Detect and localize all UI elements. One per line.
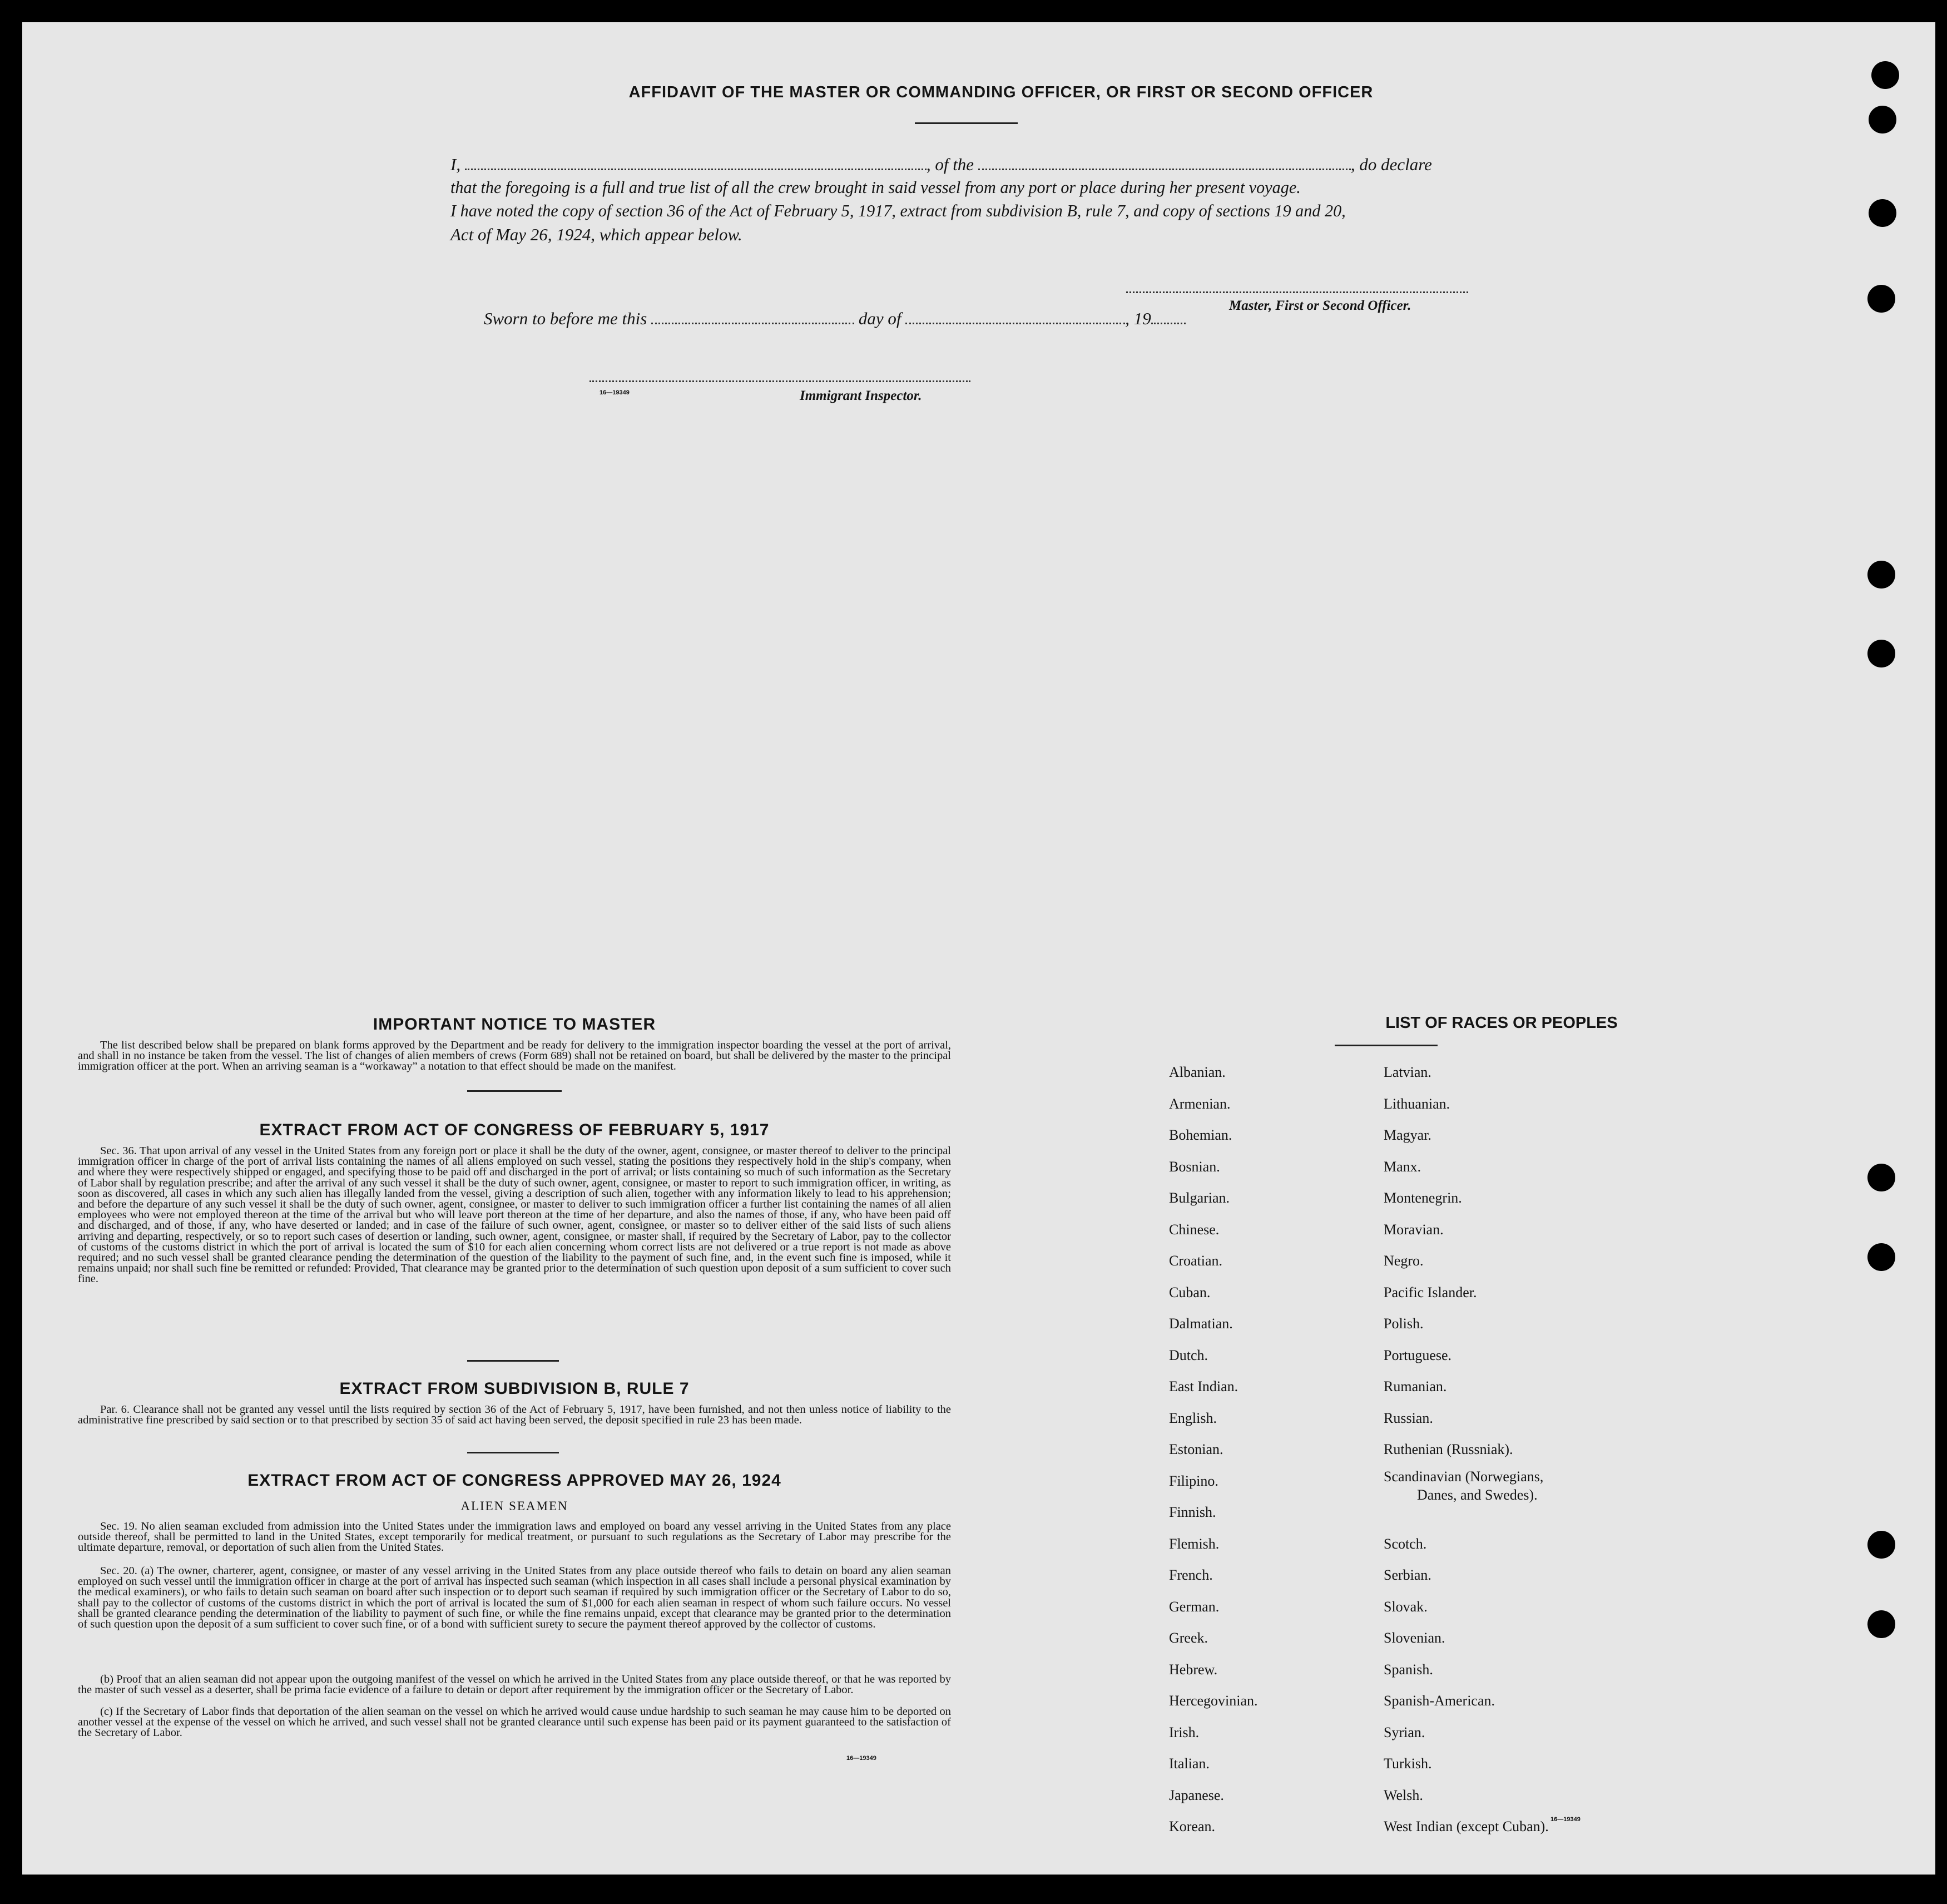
punch-hole xyxy=(1867,1531,1895,1559)
race-item: Negro. xyxy=(1384,1253,1424,1269)
punch-hole xyxy=(1867,561,1895,588)
sworn-month-field[interactable] xyxy=(905,309,1125,324)
race-item: Manx. xyxy=(1384,1158,1421,1175)
sec-20c-text: (c) If the Secretary of Labor finds that deportation of the alien seaman on the vessel on which he arrived would cause undue hardship to such seaman he may cause him to be deported on another vessel at the expense of the vessel on which he arrived, and such vessel shall not be granted clearance until such expense has been paid or its payment guaranteed to the satisfaction of the Secretary of Labor. xyxy=(78,1705,951,1739)
race-item: Hercegovinian. xyxy=(1169,1693,1258,1709)
inspector-label: Immigrant Inspector. xyxy=(800,388,922,403)
affidavit-title: AFFIDAVIT OF THE MASTER OR COMMANDING OFFICER, OR FIRST OR SECOND OFFICER xyxy=(628,83,1374,101)
vessel-name-field[interactable] xyxy=(978,155,1351,170)
master-signature-field[interactable] xyxy=(1126,278,1468,293)
divider xyxy=(1335,1045,1438,1046)
extract-rule7-text: Par. 6. Clearance shall not be granted any vessel until the lists required by section 36 of the Act of February 5, 1917, have been furnished, and not then unless notice of liability to the administrative fine prescribed by said section or to that prescribed by section 35 of said act having been served, the deposit specified in rule 23 has been made. xyxy=(78,1403,951,1427)
sworn-year: , 19 xyxy=(1125,309,1151,328)
race-item: Spanish. xyxy=(1384,1661,1433,1678)
race-item: Magyar. xyxy=(1384,1127,1431,1143)
sec-20b-text: (b) Proof that an alien seaman did not appear upon the outgoing manifest of the vessel on which he arrived in the United States from any place outside thereof, or that he was reported by the master of such vessel as a deserter, shall be prima facie evidence of a failure to detain or deport after requirement by the immigration officer or the Secretary of Labor. xyxy=(78,1673,951,1697)
race-item: Irish. xyxy=(1169,1724,1200,1740)
divider xyxy=(467,1452,559,1453)
affidavit-line-3: I have noted the copy of section 36 of the Act of February 5, 1917, extract from subdivision B, rule 7, and copy of sections 19 and 20, xyxy=(450,201,1346,220)
race-item: Slovak. xyxy=(1384,1598,1428,1615)
race-item: Russian. xyxy=(1384,1410,1433,1426)
sworn-day-of: day of xyxy=(858,309,901,328)
race-item: Ruthenian (Russniak). xyxy=(1384,1441,1513,1457)
punch-hole xyxy=(1867,1164,1895,1191)
sec-20a-text: Sec. 20. (a) The owner, charterer, agent, consignee, or master of any vessel arriving in the United States from any place outside thereof who fails to detain on board any alien seaman employed on such vessel until the immigration officer in charge at the port of arrival has inspected such seaman (which inspection in all cases shall include a personal physical examination by the medical examiners), or who fails to detain such seaman on board after such inspection or to deport such seaman if required by such immigration officer or the Secretary of Labor to do so, shall pay to the collector of customs of the customs district in which the port of arrival is located the sum of $1,000 for each alien seaman in respect of whom such failure occurs. No vessel shall be granted clearance pending the determination of the liability to payment of such fine, or while the fine remains unpaid, except that clearance may be granted prior to the determination of such question upon the deposit of a sum sufficient to cover such fine, or of a bond with sufficient surety to secure the payment thereof approved by the collector of customs. xyxy=(78,1565,951,1631)
extract-1917-text: Sec. 36. That upon arrival of any vessel in the United States from any foreign port or place it shall be the duty of the owner, agent, consignee, or master thereof to deliver to the principal immigration officer in charge of the port of arrival lists containing the names of all aliens employed on such vessel, stating the positions they respectively hold in the ship's company, when and where they were respectively shipped or engaged, and specifying those to be paid off and discharged in the port of arrival; or lists containing so much of such information as the Secretary of Labor shall by regulation prescribe; and after the arrival of any such vessel it shall be the duty of such owner, agent, consignee, or master to report to such immigration officer, in writing, as soon as discovered, all cases in which any such alien has illegally landed from the vessel, giving a description of such alien, together with any information likely to lead to his apprehension; and before the departure of any such vessel it shall be the duty of such owner, agent, consignee, or master to deliver to such immigration officer a further list containing the names of all alien employees who were not employed thereon at the time of the arrival but who will leave port thereon at the time of her departure, and also the names of those, if any, who have been paid off and discharged, and of those, if any, who have deserted or landed; and in case of the failure of such owner, agent, consignee, or master so to deliver either of the said lists of such aliens arriving and departing, respectively, or so to report such cases of desertion or landing, such owner, agent, consignee, or master shall, if required by the Secretary of Labor, pay to the collector of customs of the customs district in which the port of arrival is located the sum of $10 for each alien concerning whom correct lists are not delivered or a true report is not made as above required; and no such vessel shall be granted clearance pending the determination of the question of the liability to the payment of such fine, and, in the event such fine is imposed, while it remains unpaid; nor shall such fine be remitted or refunded: Provided, That clearance may be granted prior to the determination of such question upon deposit of a sum sufficient to cover such fine. xyxy=(78,1145,951,1285)
race-item: German. xyxy=(1169,1598,1220,1615)
punch-hole xyxy=(1867,1243,1895,1271)
race-item: Bosnian. xyxy=(1169,1158,1220,1175)
race-item: Korean. xyxy=(1169,1818,1216,1834)
race-item: Filipino. xyxy=(1169,1472,1218,1489)
race-item: Italian. xyxy=(1169,1755,1210,1772)
race-item: Croatian. xyxy=(1169,1253,1223,1269)
race-item: Danes, and Swedes). xyxy=(1417,1486,1538,1503)
race-item: Lithuanian. xyxy=(1384,1095,1450,1112)
form-number: 16—19349 xyxy=(1550,1816,1581,1823)
race-item: Chinese. xyxy=(1169,1221,1220,1238)
affidavit-line-1 xyxy=(450,155,1513,179)
race-item: Albanian. xyxy=(1169,1064,1226,1080)
race-item: Pacific Islander. xyxy=(1384,1284,1477,1300)
race-item: Cuban. xyxy=(1169,1284,1211,1300)
race-item: Welsh. xyxy=(1384,1787,1423,1803)
race-item: French. xyxy=(1169,1567,1213,1583)
race-item: Rumanian. xyxy=(1384,1378,1447,1394)
race-item: Dutch. xyxy=(1169,1347,1208,1363)
extract-rule7-title: EXTRACT FROM SUBDIVISION B, RULE 7 xyxy=(339,1379,690,1398)
extract-1917-title: EXTRACT FROM ACT OF CONGRESS OF FEBRUARY 5, 1917 xyxy=(259,1121,770,1139)
race-item: Dalmatian. xyxy=(1169,1316,1233,1332)
races-title: LIST OF RACES OR PEOPLES xyxy=(1385,1014,1618,1032)
race-item: Armenian. xyxy=(1169,1095,1231,1112)
race-item: East Indian. xyxy=(1169,1378,1238,1394)
inspector-signature-field[interactable] xyxy=(589,367,970,382)
alien-seamen-subtitle: ALIEN SEAMEN xyxy=(460,1499,568,1513)
race-item: Finnish. xyxy=(1169,1504,1216,1520)
divider xyxy=(915,122,1018,124)
affidavit-declare: , do declare xyxy=(1350,155,1432,174)
race-item: Spanish-American. xyxy=(1384,1693,1495,1709)
race-item: Bohemian. xyxy=(1169,1127,1232,1143)
sec-19-text: Sec. 19. No alien seaman excluded from admission into the United States under the immigration laws and employed on board any vessel arriving in the United States from any place outside thereof, shall be permitted to land in the United States, except temporarily for medical treatment, or pursuant to such regulations as the Secretary of Labor may prescribe for the ultimate departure, removal, or deportation of such alien from the United States. xyxy=(78,1520,951,1554)
affidavit-line-2: that the foregoing is a full and true list of all the crew brought in said vessel from any port or place during her present voyage. xyxy=(450,178,1301,197)
race-item: Moravian. xyxy=(1384,1221,1444,1238)
race-item: Serbian. xyxy=(1384,1567,1431,1583)
race-item: Scotch. xyxy=(1384,1535,1427,1552)
sworn-line xyxy=(484,309,1262,333)
race-item: Slovenian. xyxy=(1384,1630,1445,1646)
punch-hole xyxy=(1867,285,1895,313)
officer-name-field[interactable] xyxy=(465,155,927,170)
race-item: Estonian. xyxy=(1169,1441,1223,1457)
race-item: Polish. xyxy=(1384,1316,1424,1332)
form-number: 16—19349 xyxy=(600,389,630,396)
form-number: 16—19349 xyxy=(846,1755,876,1762)
race-item: Montenegrin. xyxy=(1384,1190,1462,1206)
race-item: Scandinavian (Norwegians, xyxy=(1384,1468,1544,1485)
extract-1924-title: EXTRACT FROM ACT OF CONGRESS APPROVED MAY 26, 1924 xyxy=(247,1471,781,1490)
affidavit-i: I, xyxy=(450,155,461,174)
race-item: Japanese. xyxy=(1169,1787,1224,1803)
punch-hole xyxy=(1869,106,1896,133)
divider xyxy=(467,1360,559,1362)
race-item: Greek. xyxy=(1169,1630,1208,1646)
master-signature-label: Master, First or Second Officer. xyxy=(1229,298,1411,313)
affidavit-of-the: , of the xyxy=(926,155,974,174)
race-item: Turkish. xyxy=(1384,1755,1432,1772)
race-item: Portuguese. xyxy=(1384,1347,1452,1363)
document-sheet xyxy=(22,22,1935,1875)
notice-title: IMPORTANT NOTICE TO MASTER xyxy=(373,1015,656,1033)
race-item: Syrian. xyxy=(1384,1724,1425,1740)
race-item: Hebrew. xyxy=(1169,1661,1218,1678)
race-item: West Indian (except Cuban). xyxy=(1384,1818,1549,1834)
sworn-prefix: Sworn to before me this xyxy=(484,309,647,328)
sworn-day-field[interactable] xyxy=(651,309,854,324)
affidavit-line-4: Act of May 26, 1924, which appear below. xyxy=(450,225,742,244)
punch-hole xyxy=(1867,640,1895,667)
race-item: Bulgarian. xyxy=(1169,1190,1230,1206)
race-item: Flemish. xyxy=(1169,1535,1220,1552)
race-item: English. xyxy=(1169,1410,1217,1426)
punch-hole xyxy=(1871,61,1899,89)
race-item: Latvian. xyxy=(1384,1064,1431,1080)
divider xyxy=(467,1090,562,1092)
punch-hole xyxy=(1869,199,1896,227)
sworn-year-field[interactable] xyxy=(1151,309,1186,324)
punch-hole xyxy=(1867,1610,1895,1638)
notice-text: The list described below shall be prepared on blank forms approved by the Department and be ready for delivery to the immigration inspector boarding the vessel at the port of arrival, and shall in no instance be taken from the vessel. The list of changes of alien members of crews (Form 689) shall not be retained on board, but shall be delivered by the master to the principal immigration officer at the port. When an arriving seaman is a “workaway” a notation to that effect should be made on the manifest. xyxy=(78,1039,951,1073)
